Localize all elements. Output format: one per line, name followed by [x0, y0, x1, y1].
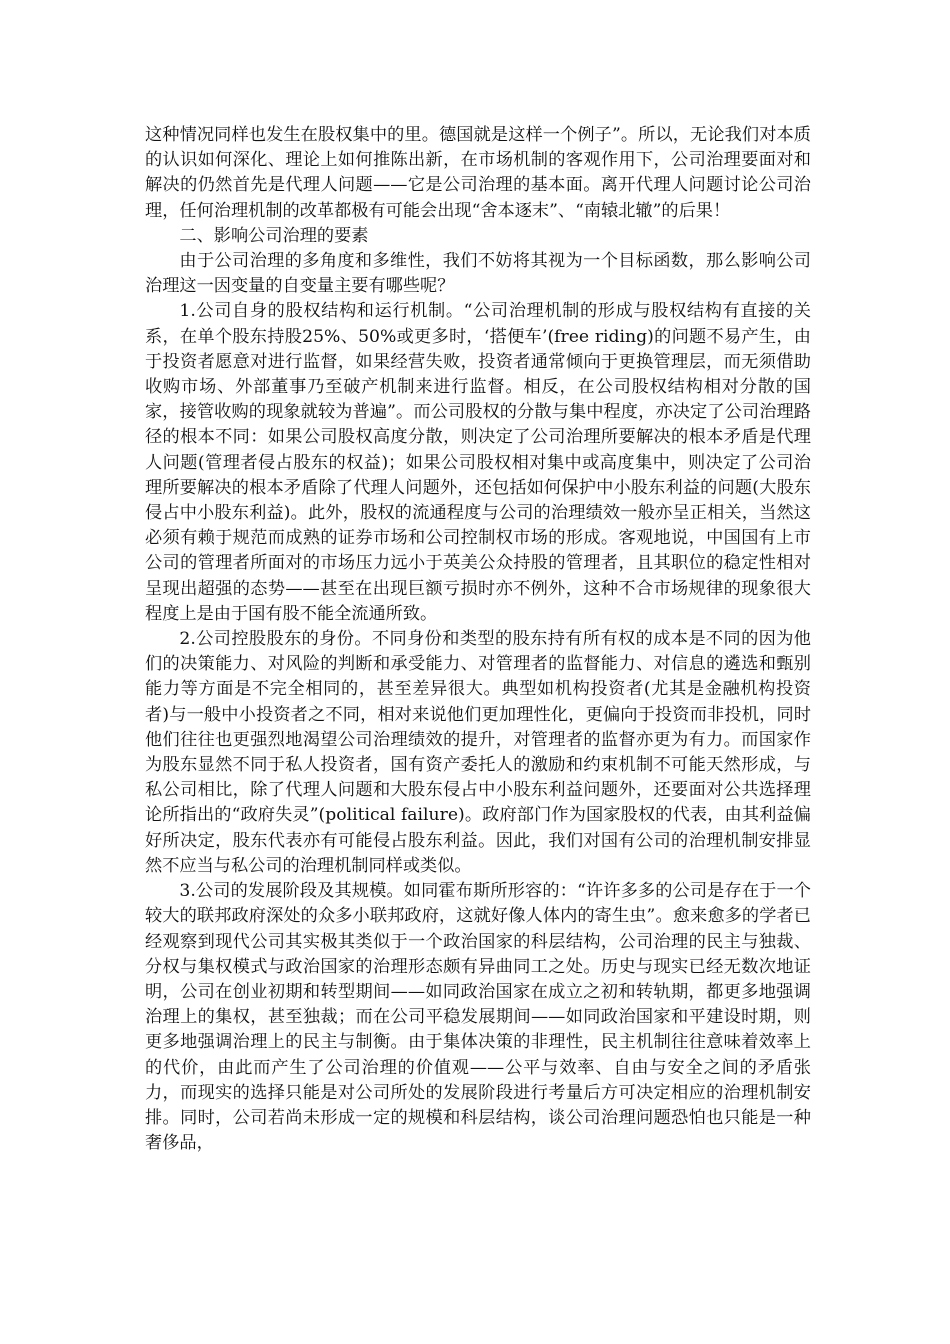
section-heading: 二、影响公司治理的要素: [179, 225, 369, 246]
document-body: [145, 123, 811, 1156]
paragraph-controlling-shareholder: 2.公司控股股东的身份。不同身份和类型的股东持有所有权的成本是不同的因为他们的决策能力、对风险的判断和承受能力、对管理者的监督能力、对信息的遴选和甄别能力等方面是不完全相同的，甚至差异很大。典型如机构投资者(尤其是金融机构投资者)与一般中小投资者之不同，相对来说他们更加理性化，更偏向于投资而非投机，同时他们往往也更强烈地渴望公司治理绩效的提升，对管理者的监督亦更为有力。而国家作为股东显然不同于私人投资者，国有资产委托人的激励和约束机制不可能天然形成，与私公司相比，除了代理人问题和大股东侵占中小股东利益问题外，还要面对公共选择理论所指出的“政府失灵”(political failure)。政府部门作为国家股权的代表，由其利益偏好所决定，股东代表亦有可能侵占股东利益。因此，我们对国有公司的治理机制安排显然不应当与私公司的治理机制同样或类似。: [145, 629, 811, 876]
paragraph-development-stage: 3.公司的发展阶段及其规模。如同霍布斯所形容的：“许许多多的公司是存在于一个较大的联邦政府深处的众多小联邦政府，这就好像人体内的寄生虫”。愈来愈多的学者已经观察到现代公司其实极其类似于一个政治国家的科层结构，公司治理的民主与独裁、分权与集权模式与政治国家的治理形态颇有异曲同工之处。历史与现实已经无数次地证明，公司在创业初期和转型期间——如同政治国家在成立之初和转轨期，都更多地强调治理上的集权，甚至独裁；而在公司平稳发展期间——如同政治国家和平建设时期，则更多地强调治理上的民主与制衡。由于集体决策的非理性，民主机制往往意味着效率上的代价，由此而产生了公司治理的价值观——公平与效率、自由与安全之间的矛盾张力，而现实的选择只能是对公司所处的发展阶段进行考量后方可决定相应的治理机制安排。同时，公司若尚未形成一定的规模和科层结构，谈公司治理问题恐怕也只能是一种奢侈品，: [145, 881, 811, 1154]
paragraph-intro-conclusion: 这种情况同样也发生在股权集中的里。德国就是这样一个例子”。所以，无论我们对本质的认识如何深化、理论上如何推陈出新，在市场机制的客观作用下，公司治理要面对和解决的仍然首先是代理人问题——它是公司治理的基本面。离开代理人问题讨论公司治理，任何治理机制的改革都极有可能会出现“舍本逐末”、“南辕北辙”的后果！: [145, 125, 811, 221]
paragraph-objective-function: 由于公司治理的多角度和多维性，我们不妨将其视为一个目标函数，那么影响公司治理这一因变量的自变量主要有哪些呢？: [145, 251, 811, 297]
paragraph-equity-structure: 1.公司自身的股权结构和运行机制。“公司治理机制的形成与股权结构有直接的关系，在单个股东持股25%、50%或更多时，‘搭便车’(free riding)的问题不易产生，由于投资者愿意对进行监督，如果经营失败，投资者通常倾向于更换管理层，而无须借助收购市场、外部董事乃至破产机制来进行监督。相反，在公司股权结构相对分散的国家，接管收购的现象就较为普遍”。而公司股权的分散与集中程度，亦决定了公司治理路径的根本不同：如果公司股权高度分散，则决定了公司治理所要解决的根本矛盾是代理人问题(管理者侵占股东的权益)；如果公司股权相对集中或高度集中，则决定了公司治理所要解决的根本矛盾除了代理人问题外，还包括如何保护中小股东利益的问题(大股东侵占中小股东利益)。此外，股权的流通程度与公司的治理绩效一般亦呈正相关，当然这必须有赖于规范而成熟的证券市场和公司控制权市场的形成。客观地说，中国国有上市公司的管理者所面对的市场压力远小于英美公众持股的管理者，且其职位的稳定性相对呈现出超强的态势——甚至在出现巨额亏损时亦不例外，这种不合市场规律的现象很大程度上是由于国有股不能全流通所致。: [145, 301, 811, 624]
